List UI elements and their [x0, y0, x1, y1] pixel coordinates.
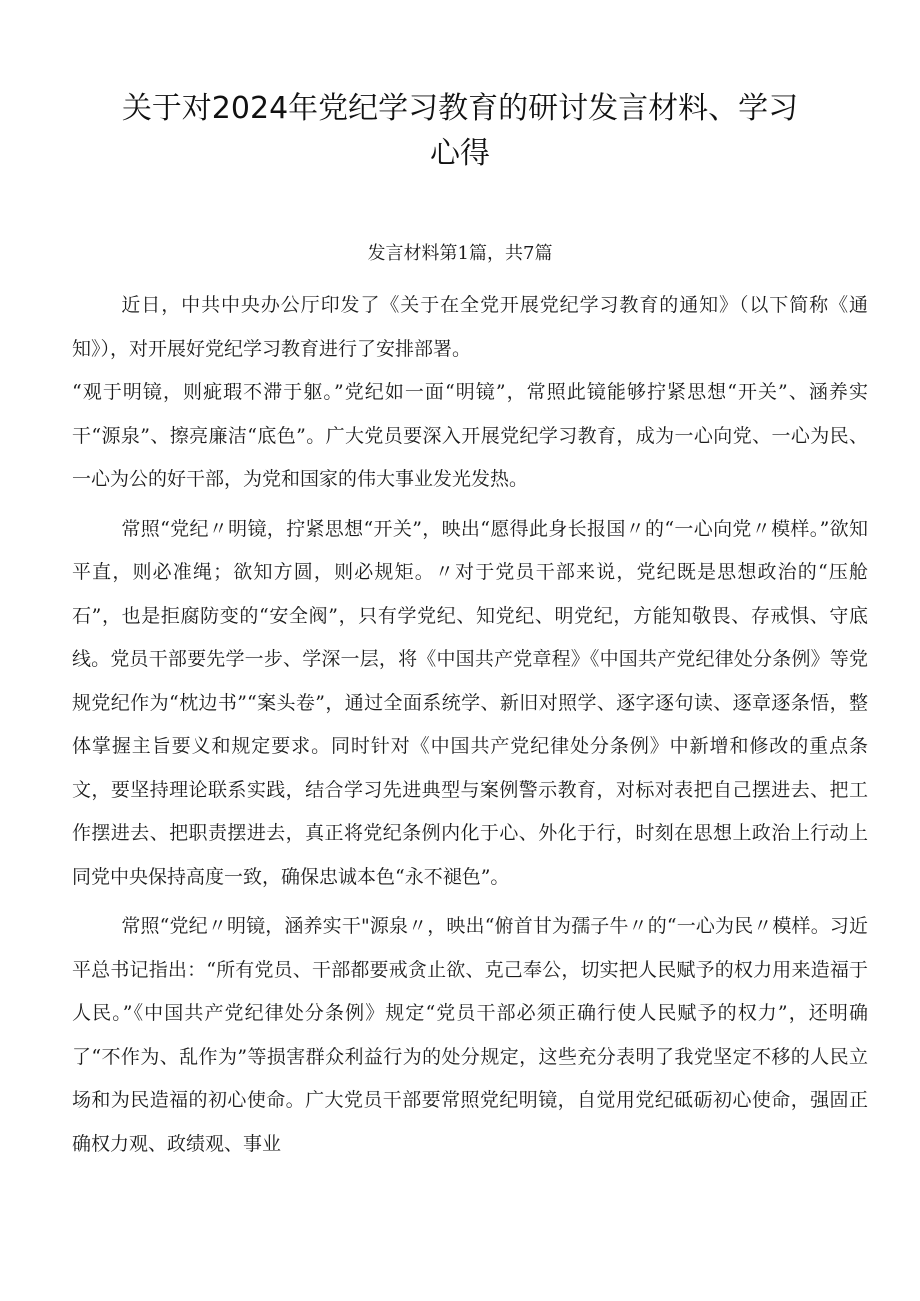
document-title: 关于对2024年党纪学习教育的研讨发言材料、学习心得	[121, 91, 799, 171]
paragraph-1: 近日，中共中央办公厅印发了《关于在全党开展党纪学习教育的通知》（以下简称《通知》），对开展好党纪学习教育进行了安排部署。	[72, 294, 868, 360]
paragraph-3: 常照“党纪〃明镜，拧紧思想“开关”，映出“愿得此身长报国〃的“一心向党〃模样。”欲知平直，则必准绳；欲知方圆，则必规矩。〃对于党员干部来说，党纪既是思想政治的“压舱石”，也是拒腐防变的“安全阀”，只有学党纪、知党纪、明党纪，方能知敬畏、存戒惧、守底线。党员干部要先学一步、学深一层，将《中国共产党章程》《中国共产党纪律处分条例》等党规党纪作为“枕边书”“案头卷”，通过全面系统学、新旧对照学、逐字逐句读、逐章逐条悟，整体掌握主旨要义和规定要求。同时针对《中国共产党纪律处分条例》中新增和修改的重点条文，要坚持理论联系实践，结合学习先进典型与案例警示教育，对标对表把自己摆进去、把工作摆进去、把职责摆进去，真正将党纪条例内化于心、外化于行，时刻在思想上政治上行动上同党中央保持高度一致，确保忠诚本色“永不褪色”。	[72, 517, 868, 888]
paragraph-2: “观于明镜，则疵瑕不滞于躯。”党纪如一面“明镜”，常照此镜能够拧紧思想“开关”、涵养实干“源泉”、擦亮廉洁“底色”。广大党员要深入开展党纪学习教育，成为一心向党、一心为民、一心为公的好干部，为党和国家的伟大事业发光发热。	[72, 381, 868, 490]
document-body	[72, 284, 868, 1166]
paragraph-4: 常照“党纪〃明镜，涵养实干"源泉〃，映出“俯首甘为孺子牛〃的“一心为民〃模样。习近平总书记指出：“所有党员、干部都要戒贪止欲、克己奉公，切实把人民赋予的权力用来造福于人民。”《中国共产党纪律处分条例》规定“党员干部必须正确行使人民赋予的权力”，还明确了“不作为、乱作为”等损害群众利益行为的处分规定，这些充分表明了我党坚定不移的人民立场和为民造福的初心使命。广大党员干部要常照党纪明镜，自觉用党纪砥砺初心使命，强固正确权力观、政绩观、事业	[72, 915, 868, 1155]
document-subtitle: 发言材料第1篇，共7篇	[367, 243, 553, 264]
